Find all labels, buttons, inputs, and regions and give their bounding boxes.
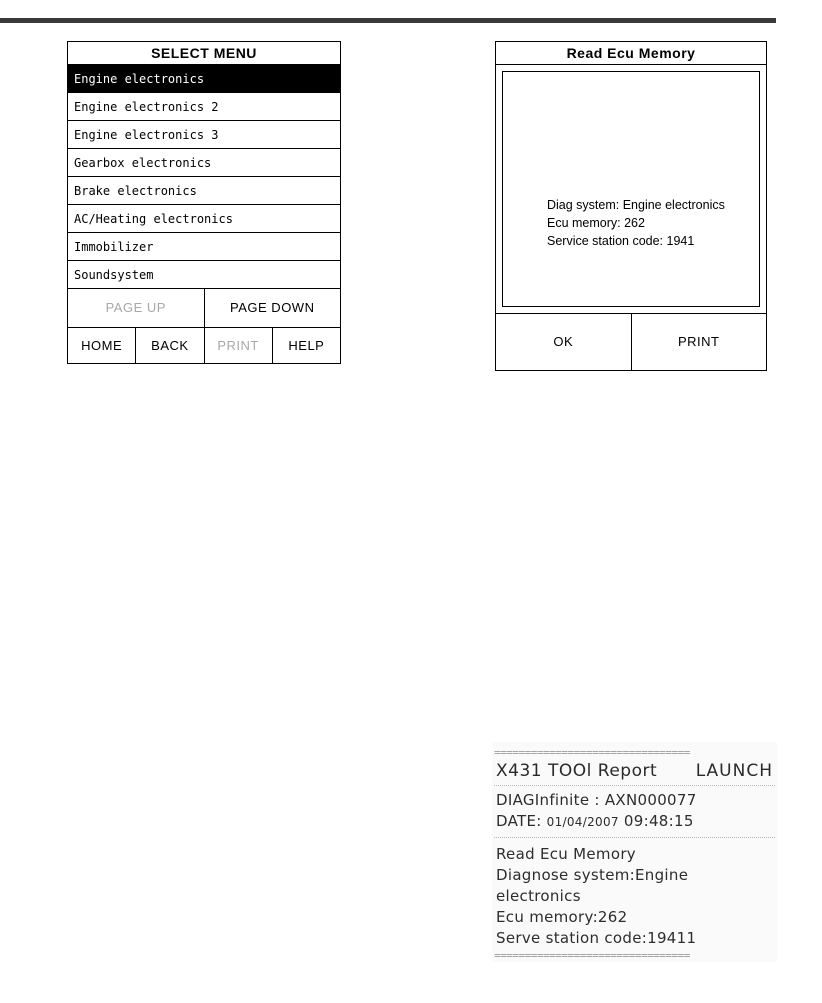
select-menu-title: SELECT MENU bbox=[68, 42, 340, 65]
read-ecu-title: Read Ecu Memory bbox=[496, 42, 766, 65]
printout-body-line-4: Ecu memory:262 bbox=[496, 908, 628, 926]
printout-title: X431 TOOl Report bbox=[496, 761, 658, 781]
printout-tear-bottom: ================================ bbox=[494, 949, 690, 962]
home-button[interactable]: HOME bbox=[68, 328, 136, 363]
printout-receipt bbox=[492, 742, 777, 962]
ecu-memory-line: Ecu memory: 262 bbox=[547, 216, 645, 230]
menu-item-gearbox-electronics[interactable]: Gearbox electronics bbox=[68, 149, 340, 177]
printout-tear-top: ================================ bbox=[494, 746, 690, 759]
printout-device-row bbox=[492, 790, 777, 811]
menu-item-engine-electronics-3[interactable]: Engine electronics 3 bbox=[68, 121, 340, 149]
printout-device-value: AXN000077 bbox=[604, 791, 697, 809]
page-down-button[interactable]: PAGE DOWN bbox=[230, 300, 315, 315]
menu-item-engine-electronics[interactable]: Engine electronics bbox=[68, 65, 340, 93]
menu-button-row bbox=[68, 328, 340, 363]
back-button[interactable]: BACK bbox=[136, 328, 204, 363]
printout-header bbox=[492, 759, 777, 781]
printout-date-value: 01/04/2007 bbox=[546, 815, 619, 829]
print-button[interactable]: PRINT bbox=[678, 334, 720, 349]
help-button[interactable]: HELP bbox=[288, 338, 325, 353]
service-station-code-line: Service station code: 1941 bbox=[547, 234, 695, 248]
printout-divider-1 bbox=[494, 785, 775, 786]
page-up-button[interactable]: PAGE UP bbox=[68, 289, 205, 327]
diag-system-line: Diag system: Engine electronics bbox=[547, 198, 725, 212]
menu-item-engine-electronics-2[interactable]: Engine electronics 2 bbox=[68, 93, 340, 121]
printout-body-line-3: electronics bbox=[496, 887, 581, 905]
page-header-rule-gap bbox=[776, 18, 822, 23]
printout-brand: LAUNCH bbox=[695, 761, 773, 781]
page-header-rule bbox=[0, 18, 822, 23]
menu-item-ac-heating-electronics[interactable]: AC/Heating electronics bbox=[68, 205, 340, 233]
print-button[interactable]: PRINT bbox=[205, 328, 273, 363]
printout-body-line-1: Read Ecu Memory bbox=[496, 845, 636, 863]
read-ecu-memory-panel bbox=[495, 41, 767, 371]
printout-time-value: 09:48:15 bbox=[623, 812, 694, 830]
read-ecu-text-block bbox=[547, 196, 725, 250]
printout-date-row bbox=[492, 811, 777, 833]
printout-device-label: DIAGInfinite : bbox=[496, 791, 600, 809]
menu-item-soundsystem[interactable]: Soundsystem bbox=[68, 261, 340, 289]
printout-date-label: DATE: bbox=[496, 812, 542, 830]
printout-body bbox=[492, 842, 777, 949]
ok-button[interactable]: OK bbox=[496, 314, 632, 370]
printout-body-line-5: Serve station code:19411 bbox=[496, 929, 697, 947]
read-ecu-body bbox=[496, 65, 766, 313]
page-navigation-row bbox=[68, 289, 340, 328]
read-ecu-button-row bbox=[496, 313, 766, 370]
printout-body-line-2: Diagnose system:Engine bbox=[496, 866, 689, 884]
printout-divider-2 bbox=[494, 837, 775, 838]
read-ecu-display-area bbox=[502, 71, 760, 307]
select-menu-panel bbox=[67, 41, 341, 364]
menu-item-brake-electronics[interactable]: Brake electronics bbox=[68, 177, 340, 205]
menu-item-immobilizer[interactable]: Immobilizer bbox=[68, 233, 340, 261]
